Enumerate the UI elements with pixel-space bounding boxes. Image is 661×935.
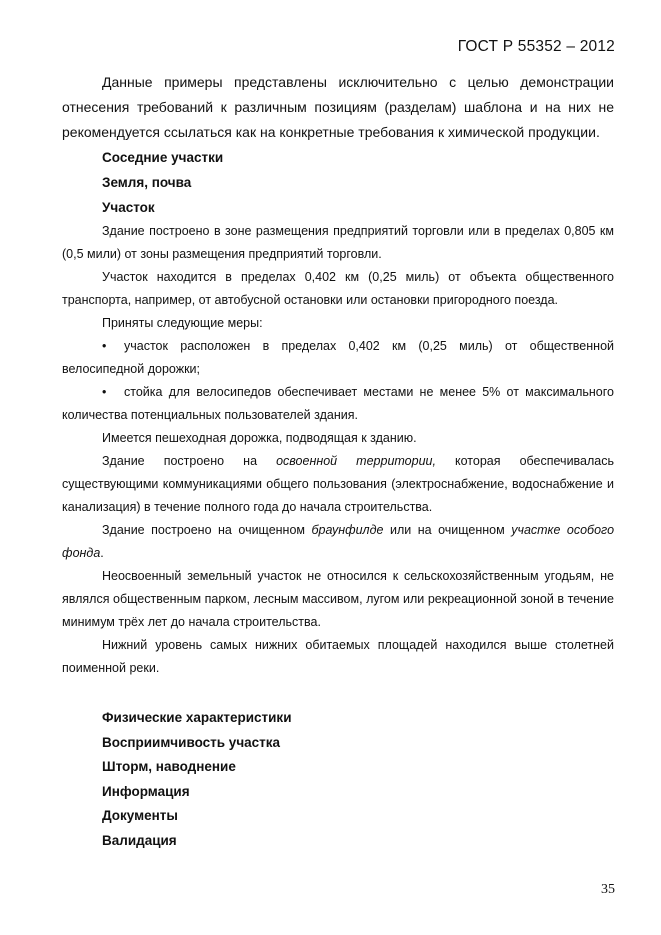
page-number: 35 bbox=[601, 882, 615, 897]
paragraph-brownfield bbox=[62, 519, 614, 565]
text-segment: которая обеспечивалась существующими коммуникациями общего пользования (электроснабжение, водоснабжение и канализация) в течение полного года до начала строительства. bbox=[62, 454, 615, 514]
bullet-item-bike-rack bbox=[62, 381, 614, 427]
page-content bbox=[62, 70, 614, 854]
paragraph-commerce-zone: Здание построено в зоне размещения предприятий торговли или в пределах 0,805 км (0,5 мили) от зоны размещения предприятий торговли. bbox=[62, 224, 614, 261]
italic-term: браунфилде bbox=[311, 523, 384, 537]
heading-storm-flood: Шторм, наводнение bbox=[102, 759, 236, 775]
heading-information: Информация bbox=[102, 783, 190, 799]
paragraph-footpath: Имеется пешеходная дорожка, подводящая к зданию. bbox=[102, 431, 417, 445]
italic-term: участке особого фонда bbox=[62, 523, 615, 560]
text-segment: или на очищенном bbox=[383, 523, 512, 537]
text-segment: Здание построено на очищенном bbox=[102, 523, 312, 537]
heading-physical-characteristics: Физические характеристики bbox=[102, 710, 292, 725]
heading-documents: Документы bbox=[102, 808, 178, 824]
heading-validation: Валидация bbox=[102, 832, 177, 848]
paragraph-developed-territory bbox=[62, 450, 614, 519]
heading-neighbor-sites: Соседние участки bbox=[102, 150, 224, 165]
paragraph-transport: Участок находится в пределах 0,402 км (0,25 миль) от объекта общественного транспорта, например, от автобусной остановки или остановки пригородного поезда. bbox=[62, 270, 614, 307]
bullet-item-bike-path bbox=[62, 335, 614, 381]
bullet-icon: • bbox=[102, 385, 107, 399]
heading-land-soil: Земля, почва bbox=[102, 175, 192, 190]
paragraph-flood-level: Нижний уровень самых нижних обитаемых площадей находился выше столетней поименной реки. bbox=[62, 638, 614, 675]
heading-site-susceptibility: Восприимчивость участка bbox=[102, 734, 281, 750]
bullet-icon: • bbox=[102, 339, 107, 353]
paragraph-undeveloped-land: Неосвоенный земельный участок не относился к сельскохозяйственным угодьям, не являлся общественным парком, лесным массивом, лугом или рекреационной зоной в течение минимум трёх лет до начала строительства. bbox=[62, 569, 614, 629]
document-header: ГОСТ Р 55352 – 2012 bbox=[457, 38, 615, 55]
paragraph-measures: Приняты следующие меры: bbox=[102, 316, 263, 330]
bullet-text: участок расположен в пределах 0,402 км (0,25 миль) от общественной велосипедной дорожки; bbox=[62, 339, 614, 376]
text-segment: . bbox=[100, 546, 104, 560]
bullet-text: стойка для велосипедов обеспечивает местами не менее 5% от максимального количества потенциальных пользователей здания. bbox=[62, 385, 614, 422]
text-segment: Здание построено на bbox=[102, 454, 277, 468]
heading-site: Участок bbox=[102, 200, 155, 215]
section-spacer bbox=[62, 680, 614, 706]
italic-term: освоенной территории, bbox=[276, 454, 436, 468]
intro-paragraph: Данные примеры представлены исключительно с целью демонстрации отнесения требований к различным позициям (разделам) шаблона и на них не рекомендуется ссылаться как на конкретные требования к химической продукции. bbox=[62, 74, 614, 140]
